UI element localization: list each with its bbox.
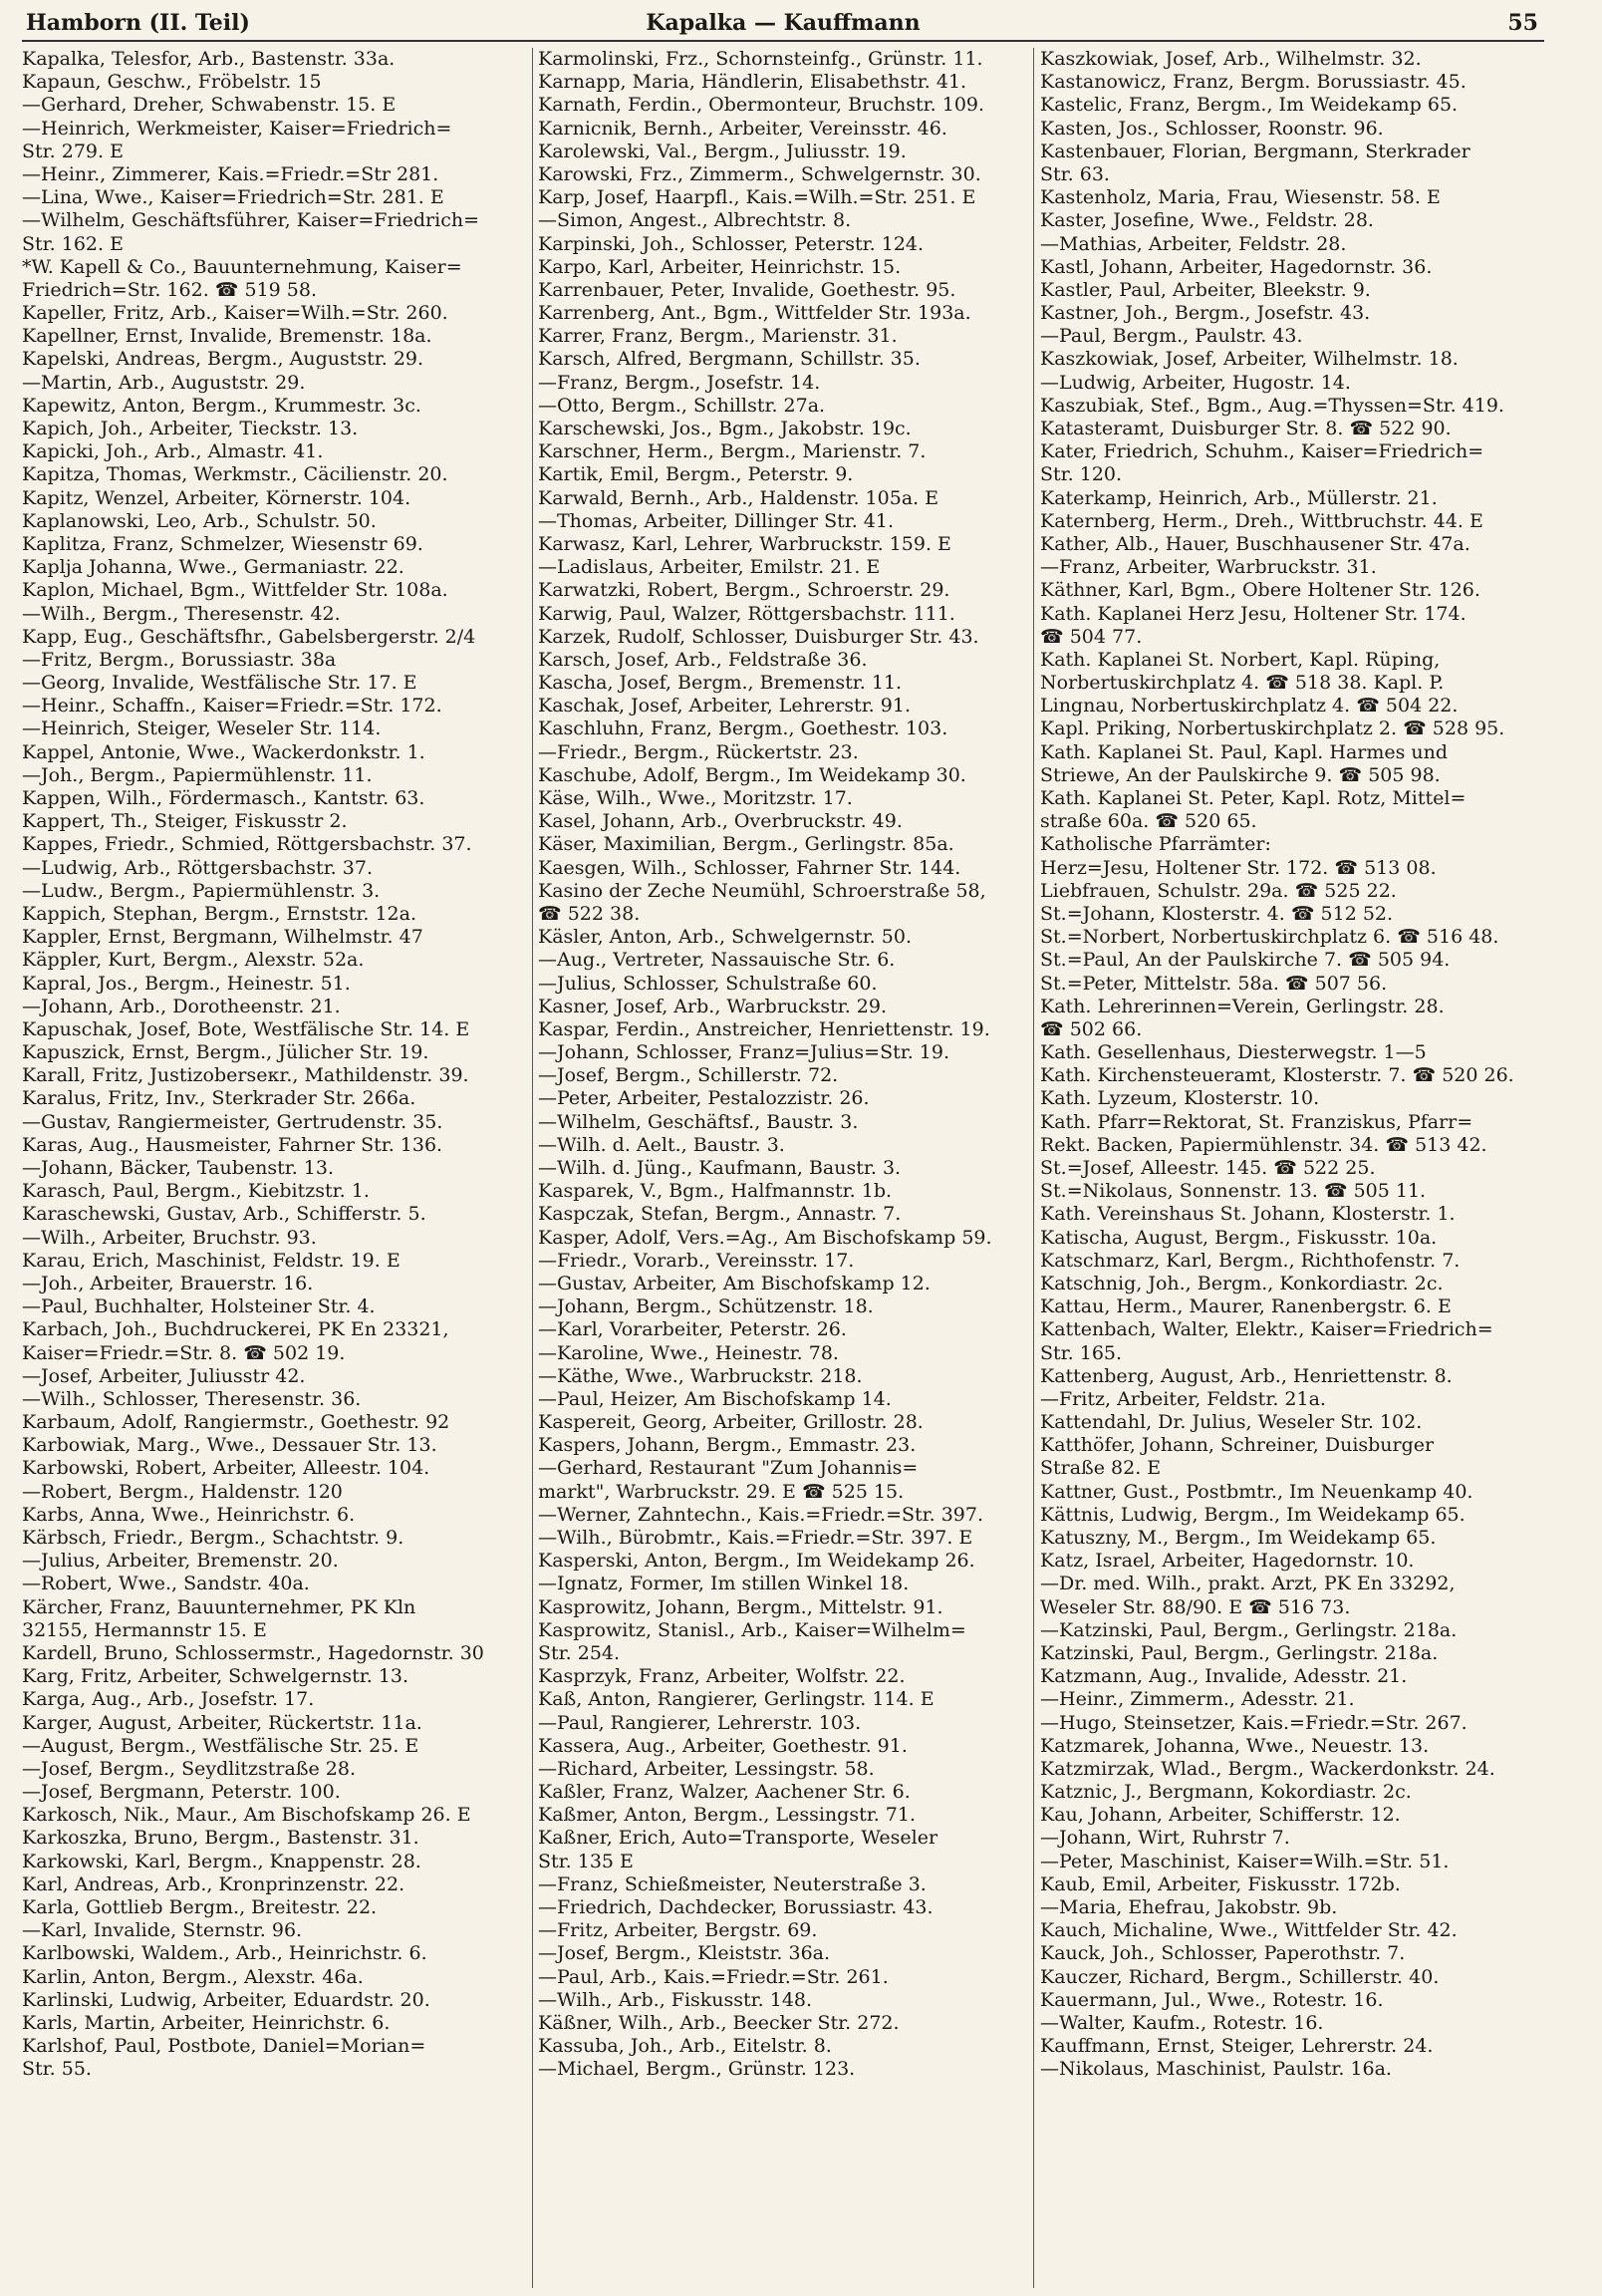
directory-entry: —Otto, Bergm., Schillstr. 27a.	[538, 394, 826, 417]
directory-entry: Kapitz, Wenzel, Arbeiter, Körnerstr. 104.	[22, 486, 411, 509]
directory-entry: Karl, Andreas, Arb., Kronprinzenstr. 22.	[22, 1872, 405, 1895]
directory-entry: Kapaun, Geschw., Fröbelstr. 15	[22, 71, 322, 94]
directory-entry: Karall, Fritz, Justizoberseкr., Mathildenstr. 39.	[22, 1064, 469, 1087]
header-section: Hamborn (II. Teil)	[26, 10, 250, 36]
directory-entry: —Johann, Wirt, Ruhrstr 7.	[1040, 1827, 1290, 1850]
directory-entry: —Dr. med. Wilh., prakt. Arzt, PK En 33292,	[1040, 1573, 1456, 1595]
directory-entry: Kauczer, Richard, Bergm., Schillerstr. 40.	[1040, 1965, 1440, 1988]
directory-entry: straße 60a. ☎ 520 65.	[1040, 810, 1257, 833]
directory-entry: —Karl, Invalide, Sternstr. 96.	[22, 1919, 303, 1942]
directory-entry: —Johann, Arb., Dorotheenstr. 21.	[22, 995, 341, 1017]
directory-entry: Kastelic, Franz, Bergm., Im Weidekamp 65.	[1040, 94, 1459, 117]
directory-entry: Kaszkowiak, Josef, Arb., Wilhelmstr. 32.	[1040, 48, 1422, 70]
directory-entry: Katuszny, M., Bergm., Im Weidekamp 65.	[1040, 1527, 1437, 1549]
directory-entry: —Aug., Vertreter, Nassauische Str. 6.	[538, 949, 896, 972]
directory-entry: Kaplanowski, Leo, Arb., Schulstr. 50.	[22, 509, 377, 532]
directory-entry: —Mathias, Arbeiter, Feldstr. 28.	[1040, 232, 1347, 255]
directory-entry: Weseler Str. 88/90. E ☎ 516 73.	[1040, 1595, 1351, 1618]
directory-entry: —Wilhelm, Geschäftsf., Baustr. 3.	[538, 1110, 859, 1133]
directory-entry: —Johann, Bäcker, Taubenstr. 13.	[22, 1157, 335, 1179]
directory-entry: —Käthe, Wwe., Warbruckstr. 218.	[538, 1364, 863, 1387]
directory-entry: 32155, Hermannstr 15. E	[22, 1618, 267, 1641]
directory-entry: Karwasz, Karl, Lehrer, Warbruckstr. 159. E	[538, 532, 951, 555]
directory-entry: —Franz, Bergm., Josefstr. 14.	[538, 371, 821, 394]
directory-entry: ☎ 504 77.	[1040, 625, 1143, 648]
directory-entry: Kapalka, Telesfor, Arb., Bastenstr. 33a.	[22, 48, 396, 70]
page-number: 55	[1507, 10, 1538, 36]
directory-entry: —Wilh. d. Jüng., Kaufmann, Baustr. 3.	[538, 1157, 902, 1179]
directory-entry: Kasino der Zeche Neumühl, Schroerstraße 58,	[538, 879, 986, 902]
directory-entry: Str. 162. E	[22, 232, 124, 255]
directory-entry: Karbs, Anna, Wwe., Heinrichstr. 6.	[22, 1503, 356, 1526]
directory-entry: Karbowski, Robert, Arbeiter, Alleestr. 104.	[22, 1457, 430, 1480]
directory-column-2	[538, 48, 1028, 2288]
directory-entry: —Josef, Bergmann, Peterstr. 100.	[22, 1781, 341, 1804]
directory-entry: —Michael, Bergm., Grünstr. 123.	[538, 2058, 856, 2081]
directory-entry: Kapl. Priking, Norbertuskirchplatz 2. ☎ 528 95.	[1040, 718, 1505, 740]
directory-entry: —Franz, Schießmeister, Neuterstraße 3.	[538, 1872, 927, 1895]
directory-entry: —Wilh., Arbeiter, Bruchstr. 93.	[22, 1226, 317, 1249]
directory-entry: Katzinski, Paul, Bergm., Gerlingstr. 218a.	[1040, 1641, 1439, 1664]
directory-entry: Str. 165.	[1040, 1341, 1123, 1364]
directory-entry: Katernberg, Herm., Dreh., Wittbruchstr. 44. E	[1040, 509, 1483, 532]
directory-entry: —Walter, Kaufm., Rotestr. 16.	[1040, 2011, 1324, 2034]
directory-entry: —Peter, Arbeiter, Pestalozzistr. 26.	[538, 1087, 870, 1110]
directory-entry: Karls, Martin, Arbeiter, Heinrichstr. 6.	[22, 2011, 391, 2034]
directory-entry: Str. 279. E	[22, 140, 124, 162]
directory-entry: Karga, Aug., Arb., Josefstr. 17.	[22, 1688, 315, 1711]
directory-entry: Kapellner, Ernst, Invalide, Bremenstr. 18a.	[22, 325, 432, 348]
directory-entry: Karolewski, Val., Bergm., Juliusstr. 19.	[538, 140, 907, 162]
directory-entry: Karkoszka, Bruno, Bergm., Bastenstr. 31.	[22, 1827, 419, 1850]
directory-entry: Käsler, Anton, Arb., Schwelgernstr. 50.	[538, 926, 912, 949]
directory-entry: —Ignatz, Former, Im stillen Winkel 18.	[538, 1573, 910, 1595]
directory-entry: Kauch, Michaline, Wwe., Wittfelder Str. 42.	[1040, 1919, 1458, 1942]
directory-entry: Kaspar, Ferdin., Anstreicher, Henriettenstr. 19.	[538, 1017, 990, 1040]
directory-entry: —Fritz, Arbeiter, Feldstr. 21a.	[1040, 1387, 1326, 1410]
directory-entry: —Ludw., Bergm., Papiermühlenstr. 3.	[22, 879, 381, 902]
directory-entry: —Karl, Vorarbeiter, Peterstr. 26.	[538, 1318, 847, 1341]
directory-entry: Kastenholz, Maria, Frau, Wiesenstr. 58. E	[1040, 186, 1441, 209]
directory-entry: —Wilh., Bergm., Theresenstr. 42.	[22, 602, 341, 625]
directory-entry: Str. 120.	[1040, 463, 1123, 486]
directory-entry: —Robert, Wwe., Sandstr. 40a.	[22, 1573, 310, 1595]
directory-entry: —Josef, Bergm., Kleiststr. 36a.	[538, 1942, 831, 1965]
directory-entry: Kaplon, Michael, Bgm., Wittfelder Str. 108a.	[22, 579, 448, 602]
directory-entry: Kauermann, Jul., Wwe., Rotestr. 16.	[1040, 1988, 1384, 2011]
directory-entry: Karp, Josef, Haarpfl., Kais.=Wilh.=Str. 251. E	[538, 186, 976, 209]
directory-entry: Karlshof, Paul, Postbote, Daniel=Morian=	[22, 2035, 426, 2058]
directory-entry: Kaß, Anton, Rangierer, Gerlingstr. 114. E	[538, 1688, 934, 1711]
directory-entry: Kattendahl, Dr. Julius, Weseler Str. 102.	[1040, 1411, 1423, 1434]
directory-entry: Karsch, Josef, Arb., Feldstraße 36.	[538, 648, 868, 671]
directory-entry: Kasprzyk, Franz, Arbeiter, Wolfstr. 22.	[538, 1665, 906, 1688]
directory-entry: St.=Nikolaus, Sonnenstr. 13. ☎ 505 11.	[1040, 1180, 1427, 1203]
directory-entry: —Heinr., Schaffn., Kaiser=Friedr.=Str. 172.	[22, 695, 442, 718]
directory-entry: Karrenberg, Ant., Bgm., Wittfelder Str. 193a.	[538, 302, 971, 325]
directory-entry: Katschmarz, Karl, Bergm., Richthofenstr. 7.	[1040, 1249, 1461, 1272]
directory-entry: —Nikolaus, Maschinist, Paulstr. 16a.	[1040, 2058, 1392, 2081]
directory-entry: —Paul, Rangierer, Lehrerstr. 103.	[538, 1711, 862, 1734]
directory-entry: —Martin, Arb., Auguststr. 29.	[22, 371, 306, 394]
directory-entry: —Josef, Bergm., Seydlitzstraße 28.	[22, 1757, 357, 1780]
directory-entry: Karnicnik, Bernh., Arbeiter, Vereinsstr. 46.	[538, 117, 947, 140]
directory-entry: —Simon, Angest., Albrechtstr. 8.	[538, 209, 852, 232]
directory-entry: Kärbsch, Friedr., Bergm., Schachtstr. 9.	[22, 1527, 404, 1549]
directory-entry: Kath. Kirchensteueramt, Klosterstr. 7. ☎ 520 26.	[1040, 1064, 1514, 1087]
directory-entry: Karasch, Paul, Bergm., Kiebitzstr. 1.	[22, 1180, 370, 1203]
directory-entry: —Gustav, Rangiermeister, Gertrudenstr. 35.	[22, 1110, 443, 1133]
directory-entry: Kauffmann, Ernst, Steiger, Lehrerstr. 24.	[1040, 2035, 1434, 2058]
directory-entry: Katholische Pfarrämter:	[1040, 833, 1271, 856]
directory-entry: —Heinrich, Werkmeister, Kaiser=Friedrich=	[22, 117, 452, 140]
directory-entry: —Gustav, Arbeiter, Am Bischofskamp 12.	[538, 1272, 931, 1294]
directory-entry: Straße 82. E	[1040, 1457, 1162, 1480]
directory-entry: —Heinr., Zimmerm., Adesstr. 21.	[1040, 1688, 1355, 1711]
directory-entry: Kaplja Johanna, Wwe., Germaniastr. 22.	[22, 556, 404, 579]
directory-entry: —Wilh., Bürobmtr., Kais.=Friedr.=Str. 397. E	[538, 1527, 973, 1549]
directory-entry: Kath. Pfarr=Rektorat, St. Franziskus, Pfarr=	[1040, 1110, 1473, 1133]
directory-entry: Kattner, Gust., Postbmtr., Im Neuenkamp 40.	[1040, 1480, 1473, 1503]
directory-entry: Kasparek, V., Bgm., Halfmannstr. 1b.	[538, 1180, 893, 1203]
directory-entry: Karkosch, Nik., Maur., Am Bischofskamp 26. E	[22, 1804, 471, 1827]
column-divider	[532, 48, 533, 2288]
directory-entry: Herz=Jesu, Holtener Str. 172. ☎ 513 08.	[1040, 856, 1437, 879]
directory-entry: Kather, Alb., Hauer, Buschhausener Str. 47a.	[1040, 532, 1470, 555]
directory-entry: —Fritz, Arbeiter, Bergstr. 69.	[538, 1919, 818, 1942]
directory-entry: —Josef, Arbeiter, Juliusstr 42.	[22, 1364, 306, 1387]
directory-entry: Katzmarek, Johanna, Wwe., Neuestr. 13.	[1040, 1734, 1430, 1757]
directory-entry: Karbowiak, Marg., Wwe., Dessauer Str. 13.	[22, 1434, 437, 1457]
directory-entry: —Johann, Schlosser, Franz=Julius=Str. 19.	[538, 1041, 950, 1064]
directory-entry: Kaesgen, Wilh., Schlosser, Fahrner Str. 144.	[538, 856, 961, 879]
column-divider	[1033, 48, 1034, 2288]
directory-entry: Karpinski, Joh., Schlosser, Peterstr. 124.	[538, 232, 925, 255]
directory-entry: Kaszkowiak, Josef, Arbeiter, Wilhelmstr. 18.	[1040, 348, 1459, 371]
directory-entry: —Paul, Arb., Kais.=Friedr.=Str. 261.	[538, 1965, 889, 1988]
directory-entry: Kapich, Joh., Arbeiter, Tieckstr. 13.	[22, 418, 359, 439]
directory-entry: —Wilh., Schlosser, Theresenstr. 36.	[22, 1387, 362, 1410]
directory-entry: Kastler, Paul, Arbeiter, Bleekstr. 9.	[1040, 278, 1371, 301]
directory-entry: Kastenbauer, Florian, Bergmann, Sterkrader	[1040, 140, 1470, 162]
directory-entry: Karrer, Franz, Bergm., Marienstr. 31.	[538, 325, 898, 348]
directory-entry: —Gerhard, Dreher, Schwabenstr. 15. E	[22, 94, 397, 117]
directory-entry: Karger, August, Arbeiter, Rückertstr. 11a.	[22, 1711, 422, 1734]
directory-entry: Kasprowitz, Stanisl., Arb., Kaiser=Wilhelm=	[538, 1618, 966, 1641]
directory-entry: Kaschluhn, Franz, Bergm., Goethestr. 103.	[538, 718, 948, 740]
directory-entry: Karlin, Anton, Bergm., Alexstr. 46a.	[22, 1965, 364, 1988]
directory-entry: Kaspczak, Stefan, Bergm., Annastr. 7.	[538, 1203, 902, 1226]
directory-entry: Kaschak, Josef, Arbeiter, Lehrerstr. 91.	[538, 695, 911, 718]
directory-entry: Katerkamp, Heinrich, Arb., Müllerstr. 21.	[1040, 486, 1438, 509]
directory-entry: —Friedr., Vorarb., Vereinsstr. 17.	[538, 1249, 855, 1272]
directory-entry: —Werner, Zahntechn., Kais.=Friedr.=Str. 397.	[538, 1503, 984, 1526]
directory-entry: Karg, Fritz, Arbeiter, Schwelgernstr. 13.	[22, 1665, 409, 1688]
directory-entry: Karschner, Herm., Bergm., Marienstr. 7.	[538, 440, 927, 463]
directory-entry: Kauck, Joh., Schlosser, Paperothstr. 7.	[1040, 1942, 1406, 1965]
directory-column-1	[22, 48, 528, 2288]
directory-entry: —Thomas, Arbeiter, Dillinger Str. 41.	[538, 509, 895, 532]
directory-entry: —Peter, Maschinist, Kaiser=Wilh.=Str. 51.	[1040, 1850, 1450, 1872]
directory-entry: Rekt. Backen, Papiermühlenstr. 34. ☎ 513 42.	[1040, 1133, 1487, 1156]
directory-entry: Kath. Kaplanei St. Paul, Kapl. Harmes und	[1040, 740, 1449, 763]
directory-entry: Kaßmer, Anton, Bergm., Lessingstr. 71.	[538, 1804, 916, 1827]
directory-entry: Kasprowitz, Johann, Bergm., Mittelstr. 91.	[538, 1595, 943, 1618]
directory-entry: *W. Kapell & Co., Bauunternehmung, Kaiser=	[22, 255, 462, 278]
directory-entry: Katznic, J., Bergmann, Kokordiastr. 2c.	[1040, 1781, 1412, 1804]
directory-column-3	[1040, 48, 1552, 2288]
directory-entry: Käßner, Wilh., Arb., Beecker Str. 272.	[538, 2011, 900, 2034]
directory-entry: Kaiser=Friedr.=Str. 8. ☎ 502 19.	[22, 1341, 346, 1364]
directory-entry: Karrenbauer, Peter, Invalide, Goethestr. 95.	[538, 278, 956, 301]
directory-entry: Str. 55.	[22, 2058, 92, 2081]
directory-entry: Kappler, Ernst, Bergmann, Wilhelmstr. 47	[22, 926, 423, 949]
directory-entry: Kau, Johann, Arbeiter, Schifferstr. 12.	[1040, 1804, 1401, 1827]
directory-entry: Kaspereit, Georg, Arbeiter, Grillostr. 28.	[538, 1411, 924, 1434]
directory-entry: Kasper, Adolf, Vers.=Ag., Am Bischofskamp 59.	[538, 1226, 992, 1249]
directory-entry: Käthner, Karl, Bgm., Obere Holtener Str. 126.	[1040, 579, 1480, 602]
directory-entry: —August, Bergm., Westfälische Str. 25. E	[22, 1734, 419, 1757]
directory-entry: St.=Norbert, Norbertuskirchplatz 6. ☎ 516 48.	[1040, 926, 1499, 949]
directory-entry: —Friedr., Bergm., Rückertstr. 23.	[538, 740, 859, 763]
directory-entry: Karwald, Bernh., Arb., Haldenstr. 105a. E	[538, 486, 939, 509]
directory-entry: Katzmann, Aug., Invalide, Adesstr. 21.	[1040, 1665, 1408, 1688]
directory-entry: Karsch, Alfred, Bergmann, Schillstr. 35.	[538, 348, 921, 371]
directory-entry: Käse, Wilh., Wwe., Moritzstr. 17.	[538, 787, 853, 809]
directory-entry: Liebfrauen, Schulstr. 29a. ☎ 525 22.	[1040, 879, 1397, 902]
directory-entry: Kapitza, Thomas, Werkmstr., Cäcilienstr. 20.	[22, 463, 448, 486]
directory-entry: Kath. Lyzeum, Klosterstr. 10.	[1040, 1087, 1320, 1110]
directory-entry: —Joh., Bergm., Papiermühlenstr. 11.	[22, 763, 373, 786]
directory-entry: Lingnau, Norbertuskirchplatz 4. ☎ 504 22.	[1040, 695, 1459, 718]
directory-entry: St.=Paul, An der Paulskirche 7. ☎ 505 94.	[1040, 949, 1451, 972]
directory-entry: Karaschewski, Gustav, Arb., Schifferstr. 5.	[22, 1203, 426, 1226]
directory-entry: Kaspers, Johann, Bergm., Emmastr. 23.	[538, 1434, 917, 1457]
directory-entry: —Robert, Bergm., Haldenstr. 120	[22, 1480, 343, 1503]
directory-entry: —Gerhard, Restaurant "Zum Johannis=	[538, 1457, 919, 1480]
directory-entry: Kasten, Jos., Schlosser, Roonstr. 96.	[1040, 117, 1384, 140]
directory-entry: Kaplitza, Franz, Schmelzer, Wiesenstr 69.	[22, 532, 423, 555]
directory-entry: —Franz, Arbeiter, Warbruckstr. 31.	[1040, 556, 1377, 579]
directory-entry: —Richard, Arbeiter, Lessingstr. 58.	[538, 1757, 875, 1780]
directory-entry: —Katzinski, Paul, Bergm., Gerlingstr. 218a.	[1040, 1618, 1458, 1641]
directory-entry: Kaub, Emil, Arbeiter, Fiskusstr. 172b.	[1040, 1872, 1401, 1895]
directory-entry: Kärcher, Franz, Bauunternehmer, PK Kln	[22, 1595, 416, 1618]
directory-entry: —Fritz, Bergm., Borussiastr. 38a	[22, 648, 337, 671]
directory-entry: Karpo, Karl, Arbeiter, Heinrichstr. 15.	[538, 255, 902, 278]
directory-entry: —Wilhelm, Geschäftsführer, Kaiser=Friedrich=	[22, 209, 480, 232]
directory-entry: Karnath, Ferdin., Obermonteur, Bruchstr. 109.	[538, 94, 985, 117]
directory-entry: Kastanowicz, Franz, Bergm. Borussiastr. 45.	[1040, 71, 1467, 94]
directory-entry: St.=Peter, Mittelstr. 58a. ☎ 507 56.	[1040, 972, 1388, 995]
directory-entry: Kath. Kaplanei St. Peter, Kapl. Rotz, Mittel=	[1040, 787, 1467, 809]
directory-entry: Katschnig, Joh., Bergm., Konkordiastr. 2c.	[1040, 1272, 1444, 1294]
directory-entry: Kaschube, Adolf, Bergm., Im Weidekamp 30.	[538, 763, 966, 786]
directory-entry: —Paul, Buchhalter, Holsteiner Str. 4.	[22, 1295, 376, 1318]
directory-entry: Karas, Aug., Hausmeister, Fahrner Str. 136.	[22, 1133, 443, 1156]
directory-entry: —Georg, Invalide, Westfälische Str. 17. E	[22, 672, 417, 695]
directory-entry: Karbaum, Adolf, Rangiermstr., Goethestr. 92	[22, 1411, 450, 1434]
directory-entry: Käser, Maximilian, Bergm., Gerlingstr. 85a.	[538, 833, 954, 856]
directory-entry: ☎ 522 38.	[538, 902, 641, 925]
directory-entry: Kartik, Emil, Bergm., Peterstr. 9.	[538, 463, 854, 486]
directory-entry: Kasperski, Anton, Bergm., Im Weidekamp 26.	[538, 1550, 975, 1573]
directory-entry: —Karoline, Wwe., Heinestr. 78.	[538, 1341, 839, 1364]
directory-entry: Karnapp, Maria, Händlerin, Elisabethstr. 41.	[538, 71, 967, 94]
directory-entry: —Hugo, Steinsetzer, Kais.=Friedr.=Str. 267.	[1040, 1711, 1468, 1734]
directory-entry: Kapral, Jos., Bergm., Heinestr. 51.	[22, 972, 351, 995]
directory-entry: Karwig, Paul, Walzer, Röttgersbachstr. 111.	[538, 602, 955, 625]
directory-entry: Kappes, Friedr., Schmied, Röttgersbachstr. 37.	[22, 833, 472, 856]
directory-entry: Kapp, Eug., Geschäftsfhr., Gabelsbergerstr. 2/4	[22, 625, 476, 648]
directory-entry: Karwatzki, Robert, Bergm., Schroerstr. 29.	[538, 579, 950, 602]
directory-entry: Striewe, An der Paulskirche 9. ☎ 505 98.	[1040, 763, 1441, 786]
directory-entry: Kattenberg, August, Arb., Henriettenstr. 8.	[1040, 1364, 1453, 1387]
directory-entry: Kättnis, Ludwig, Bergm., Im Weidekamp 65.	[1040, 1503, 1466, 1526]
directory-entry: —Johann, Bergm., Schützenstr. 18.	[538, 1295, 874, 1318]
directory-entry: Kattau, Herm., Maurer, Ranenbergstr. 6. E	[1040, 1295, 1452, 1318]
directory-entry: —Paul, Bergm., Paulstr. 43.	[1040, 325, 1303, 348]
directory-entry: —Julius, Arbeiter, Bremenstr. 20.	[22, 1550, 339, 1573]
directory-entry: Kasel, Johann, Arb., Overbruckstr. 49.	[538, 810, 903, 833]
directory-entry: Kastl, Johann, Arbeiter, Hagedornstr. 36.	[1040, 255, 1433, 278]
directory-entry: Katzmirzak, Wlad., Bergm., Wackerdonkstr. 24.	[1040, 1757, 1495, 1780]
directory-entry: Kappert, Th., Steiger, Fiskusstr 2.	[22, 810, 348, 833]
directory-entry: Karbach, Joh., Buchdruckerei, PK En 23321,	[22, 1318, 449, 1341]
directory-entry: Kaster, Josefine, Wwe., Feldstr. 28.	[1040, 209, 1374, 232]
directory-entry: Kater, Friedrich, Schuhm., Kaiser=Friedrich=	[1040, 440, 1484, 463]
directory-entry: Friedrich=Str. 162. ☎ 519 58.	[22, 278, 318, 301]
directory-entry: Kappel, Antonie, Wwe., Wackerdonkstr. 1.	[22, 740, 425, 763]
directory-entry: Kassera, Aug., Arbeiter, Goethestr. 91.	[538, 1734, 908, 1757]
directory-entry: —Julius, Schlosser, Schulstraße 60.	[538, 972, 878, 995]
directory-entry: Kattenbach, Walter, Elektr., Kaiser=Friedrich=	[1040, 1318, 1493, 1341]
directory-entry: Kaszubiak, Stef., Bgm., Aug.=Thyssen=Str. 419.	[1040, 394, 1504, 417]
directory-entry: Karschewski, Jos., Bgm., Jakobstr. 19c.	[538, 418, 912, 439]
directory-entry: Kaßner, Erich, Auto=Transporte, Weseler	[538, 1827, 938, 1850]
directory-entry: Str. 63.	[1040, 162, 1110, 185]
directory-entry: —Wilh., Arb., Fiskusstr. 148.	[538, 1988, 813, 2011]
directory-entry: Kaßler, Franz, Walzer, Aachener Str. 6.	[538, 1781, 911, 1804]
directory-entry: Karzek, Rudolf, Schlosser, Duisburger Str. 43.	[538, 625, 979, 648]
directory-entry: Norbertuskirchplatz 4. ☎ 518 38. Kapl. P.	[1040, 672, 1445, 695]
directory-entry: —Wilh. d. Aelt., Baustr. 3.	[538, 1133, 785, 1156]
directory-entry: Kath. Lehrerinnen=Verein, Gerlingstr. 28.	[1040, 995, 1445, 1017]
directory-entry: Karalus, Fritz, Inv., Sterkrader Str. 266a.	[22, 1087, 416, 1110]
directory-entry: Kappen, Wilh., Fördermasch., Kantstr. 63.	[22, 787, 425, 809]
directory-entry: Kassuba, Joh., Arb., Eitelstr. 8.	[538, 2035, 832, 2058]
directory-entry: Kath. Kaplanei St. Norbert, Kapl. Rüping,	[1040, 648, 1441, 671]
directory-entry: St.=Josef, Alleestr. 145. ☎ 522 25.	[1040, 1157, 1376, 1179]
directory-entry: Kasner, Josef, Arb., Warbruckstr. 29.	[538, 995, 887, 1017]
directory-entry: Katthöfer, Johann, Schreiner, Duisburger	[1040, 1434, 1435, 1457]
directory-entry: Kath. Kaplanei Herz Jesu, Holtener Str. 174.	[1040, 602, 1467, 625]
directory-entry: Karlbowski, Waldem., Arb., Heinrichstr. 6.	[22, 1942, 427, 1965]
directory-entry: Kapuszick, Ernst, Bergm., Jülicher Str. 19.	[22, 1041, 429, 1064]
directory-entry: Kardell, Bruno, Schlossermstr., Hagedornstr. 30	[22, 1641, 484, 1664]
directory-entry: Kapicki, Joh., Arb., Almastr. 41.	[22, 440, 324, 463]
directory-entry: —Josef, Bergm., Schillerstr. 72.	[538, 1064, 839, 1087]
directory-entry: Karlinski, Ludwig, Arbeiter, Eduardstr. 20.	[22, 1988, 430, 2011]
directory-entry: Kath. Gesellenhaus, Diesterwegstr. 1—5	[1040, 1041, 1427, 1064]
directory-entry: Str. 135 E	[538, 1850, 634, 1872]
directory-entry: Karla, Gottlieb Bergm., Breitestr. 22.	[22, 1896, 378, 1918]
directory-entry: Katz, Israel, Arbeiter, Hagedornstr. 10.	[1040, 1550, 1415, 1573]
directory-entry: Kastner, Joh., Bergm., Josefstr. 43.	[1040, 302, 1371, 325]
directory-entry: —Ludwig, Arb., Röttgersbachstr. 37.	[22, 856, 373, 879]
directory-entry: —Heinrich, Steiger, Weseler Str. 114.	[22, 718, 382, 740]
directory-entry: Kapelski, Andreas, Bergm., Auguststr. 29.	[22, 348, 424, 371]
directory-entry: Str. 254.	[538, 1641, 621, 1664]
directory-entry: —Maria, Ehefrau, Jakobstr. 9b.	[1040, 1896, 1338, 1918]
directory-entry: Kapuschak, Josef, Bote, Westfälische Str. 14. E	[22, 1017, 470, 1040]
directory-entry: —Joh., Arbeiter, Brauerstr. 16.	[22, 1272, 314, 1294]
directory-entry: —Lina, Wwe., Kaiser=Friedrich=Str. 281. E	[22, 186, 444, 209]
directory-entry: Karowski, Frz., Zimmerm., Schwelgernstr. 30.	[538, 162, 981, 185]
directory-entry: —Friedrich, Dachdecker, Borussiastr. 43.	[538, 1896, 934, 1918]
directory-entry: Kath. Vereinshaus St. Johann, Klosterstr. 1.	[1040, 1203, 1456, 1226]
directory-entry: —Ludwig, Arbeiter, Hugostr. 14.	[1040, 371, 1351, 394]
directory-entry: Karmolinski, Frz., Schornsteinfg., Grünstr. 11.	[538, 48, 983, 70]
directory-entry: Käppler, Kurt, Bergm., Alexstr. 52a.	[22, 949, 365, 972]
directory-entry: Katischa, August, Bergm., Fiskusstr. 10a.	[1040, 1226, 1438, 1249]
directory-entry: Karau, Erich, Maschinist, Feldstr. 19. E	[22, 1249, 400, 1272]
directory-entry: Kascha, Josef, Bergm., Bremenstr. 11.	[538, 672, 903, 695]
directory-entry: —Heinr., Zimmerer, Kais.=Friedr.=Str 281.	[22, 162, 439, 185]
running-header	[22, 6, 1544, 42]
directory-entry: Kapewitz, Anton, Bergm., Krummestr. 3c.	[22, 394, 421, 417]
directory-entry: St.=Johann, Klosterstr. 4. ☎ 512 52.	[1040, 902, 1394, 925]
directory-entry: Katasteramt, Duisburger Str. 8. ☎ 522 90.	[1040, 418, 1452, 439]
directory-entry: Kapeller, Fritz, Arb., Kaiser=Wilh.=Str. 260.	[22, 302, 448, 325]
directory-entry: Kappich, Stephan, Bergm., Ernststr. 12a.	[22, 902, 416, 925]
directory-entry: markt", Warbruckstr. 29. E ☎ 525 15.	[538, 1480, 905, 1503]
header-range: Kapalka — Kauffmann	[646, 10, 921, 36]
directory-entry: —Ladislaus, Arbeiter, Emilstr. 21. E	[538, 556, 881, 579]
directory-entry: —Paul, Heizer, Am Bischofskamp 14.	[538, 1387, 892, 1410]
directory-entry: ☎ 502 66.	[1040, 1017, 1143, 1040]
directory-entry: Karkowski, Karl, Bergm., Knappenstr. 28.	[22, 1850, 421, 1872]
